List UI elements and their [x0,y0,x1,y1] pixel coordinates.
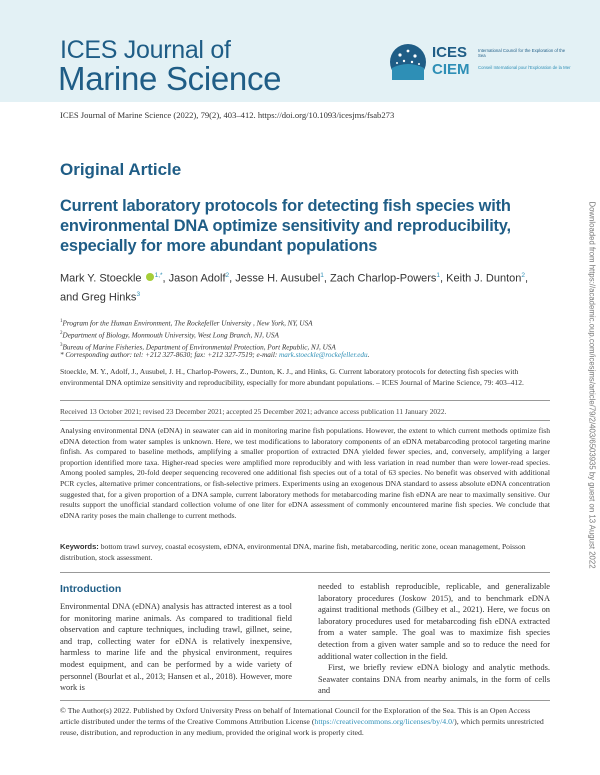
intro-paragraph: Environmental DNA (eDNA) analysis has attracted interest as a tool for monitoring marine animals. As compared to traditional field observation and capture techniques, including trawl, gillnet, seine, and trap, collecting water for eDNA is relatively inexpensive, harmless to marine life and the physical environment, requires modest equipment, and can be performed by a wide variety of personnel (Bourlat et al., 2013; Hansen et al., 2018). However, more work is [60,602,292,693]
keywords [60,542,550,563]
introduction-heading-wrap [60,583,121,597]
cite-as: Stoeckle, M. Y., Adolf, J., Ausubel, J. H., Charlop-Powers, Z., Dunton, K. J., and Hinks, G. Current laboratory protocols for detecting fish species with environmental DNA optimize sensitivity and reproducibility, especially for more abundant populations. – ICES Journal of Marine Science, 79: 403–412. [60,367,524,387]
author-separator: , [525,272,529,285]
article-type: Original Article [60,160,182,179]
orcid-icon[interactable] [146,273,154,281]
corresponding-suffix: . [367,351,370,359]
email-link[interactable]: mark.stoeckle@rockefeller.edu [279,351,368,359]
affiliation-text: Department of Biology, Monmouth University, West Long Branch, NJ, USA [62,331,279,340]
author-name[interactable]: Jason Adolf [168,272,226,285]
author-affil-ref[interactable]: 1 [320,272,324,279]
author-name[interactable]: Zach Charlop-Powers [330,272,437,285]
ices-logo [388,38,578,88]
journal-title-line1: ICES Journal of [60,36,231,64]
divider [60,400,550,401]
affiliation-text: Program for the Human Environment, The Rockefeller University , New York, NY, USA [62,319,313,328]
license-text: ), which permits unrestricted reuse, distribution, and reproduction in any medium, provided the original work is properly cited. [60,717,544,737]
license-text: © The Author(s) 2022. Published by Oxford University Press on behalf of International Council for the Exploration of the Sea. This is an Open Access article distributed under the terms of the Creative Commons Attribution License ( [60,706,531,726]
author-affil-ref[interactable]: 2 [521,272,526,279]
intro-column-right [318,581,550,697]
logo-english-name: International Council for the Exploration of the Sea [478,48,566,58]
intro-paragraph: First, we briefly review eDNA biology and analytic methods. Seawater contains DNA from nearby animals, in the form of cells and [318,663,550,696]
download-watermark: Downloaded from https://academic.oup.com/icesjms/article/79/2/403/6503935 by guest on 13 August 2022 [587,201,597,569]
author-name[interactable]: and Greg Hinks [60,291,137,304]
article-title: Current laboratory protocols for detecting fish species with environmental DNA optimize sensitivity and reproducibility, especially for more abundant populations [60,197,511,255]
author-name[interactable]: Keith J. Dunton [446,272,522,285]
affiliation-number: 1 [60,319,63,324]
journal-citation: ICES Journal of Marine Science (2022), 79(2), 403–412. https://doi.org/10.1093/icesjms/fsab273 [60,110,395,120]
divider [60,700,550,701]
author-separator: , [440,272,447,285]
author-name[interactable]: Jesse H. Ausubel [235,272,321,285]
divider [60,420,550,421]
affiliation-number: 3 [60,342,63,348]
corresponding-author [60,351,369,359]
corresponding-prefix: * Corresponding author: tel: +212 327-8630; fax: +212 327-7519; e-mail: [60,351,280,359]
author-affil-ref[interactable]: 2 [225,272,230,279]
affiliation-number: 2 [60,330,63,336]
logo-ciem-text: CIEM [432,61,470,78]
journal-title-line2: Marine Science [58,60,282,97]
license-link[interactable]: https://creativecommons.org/licenses/by/4.0/ [314,717,455,726]
author-affil-ref[interactable]: 1 [436,272,441,279]
keywords-text: bottom trawl survey, coastal ecosystem, eDNA, environmental DNA, marine fish, metabarcoding, neritic zone, ocean management, Poisson distribution, stock assessment. [60,542,526,562]
author-affil-ref[interactable]: 1,* [154,272,163,279]
abstract: Analysing environmental DNA (eDNA) in seawater can aid in monitoring marine fish populations. However, the extent to which current methods optimize fish eDNA detection from water samples is unknown. Here, we test modifications to laboratory components of an eDNA metabarcoding protocol targeting marine finfish. As compared to baseline methods, amplifying a smaller proportion of extracted DNA yielded fewer species, and, conversely, amplifying a larger proportion identified more taxa. Higher-read species were amplified more reproducibly and with less variation in read number than were lower-read species. Among pooled samples, 20-fold deeper sequencing recovered one additional fish species out of a total of 63 species. No benefit was observed with additional PCR cycles, alternative primer concentrations, or fish-selective primers. Experiments using an exogenous DNA standard to assess absolute eDNA concentration suggested that, for a given proportion of a DNA sample, current laboratory methods for metabarcoding marine fish eDNA are near to maximally sensitive. Our results support the unofficial standard collection volume of one liter for eDNA assessment of commonly encountered marine fish species. We conclude that eDNA rarity poses the main challenge to current methods. [60,426,550,520]
logo-french-name: Conseil International pour l'Exploration de la Mer [478,65,571,70]
author-separator: , [162,272,169,285]
intro-column-left [60,601,292,694]
author-affil-ref[interactable]: 3 [136,290,141,298]
author-separator: , [323,272,331,285]
author-separator: , [229,272,236,285]
affiliation-item [60,329,336,341]
ices-star-icon [388,42,428,82]
received-dates: Received 13 October 2021; revised 23 December 2021; accepted 25 December 2021; advance access publication 11 January 2022. [60,407,447,416]
license-notice [60,705,550,738]
logo-ices-text: ICES [432,44,468,61]
intro-paragraph: needed to establish reproducible, replicable, and generalizable laboratory procedures (Joskow 2015), and to benchmark eDNA against traditional methods (Gilbey et al., 2021). Here, we focus on laboratory procedures used for metabarcoding fish eDNA extracted from a water sample. The goal was to maximize fish species detection from a given water sample and so to reduce the need for additional water collection in the field. [318,582,550,661]
introduction-heading: Introduction [60,583,122,595]
affiliations [60,317,336,353]
affiliation-item [60,317,336,329]
author-list [60,268,550,305]
keywords-label: Keywords: [60,542,99,551]
affiliation-text: Bureau of Marine Fisheries, Department of Environmental Protection, Port Republic, NJ, USA [62,343,336,352]
divider [60,572,550,573]
author-name[interactable]: Mark Y. Stoeckle [60,272,142,285]
